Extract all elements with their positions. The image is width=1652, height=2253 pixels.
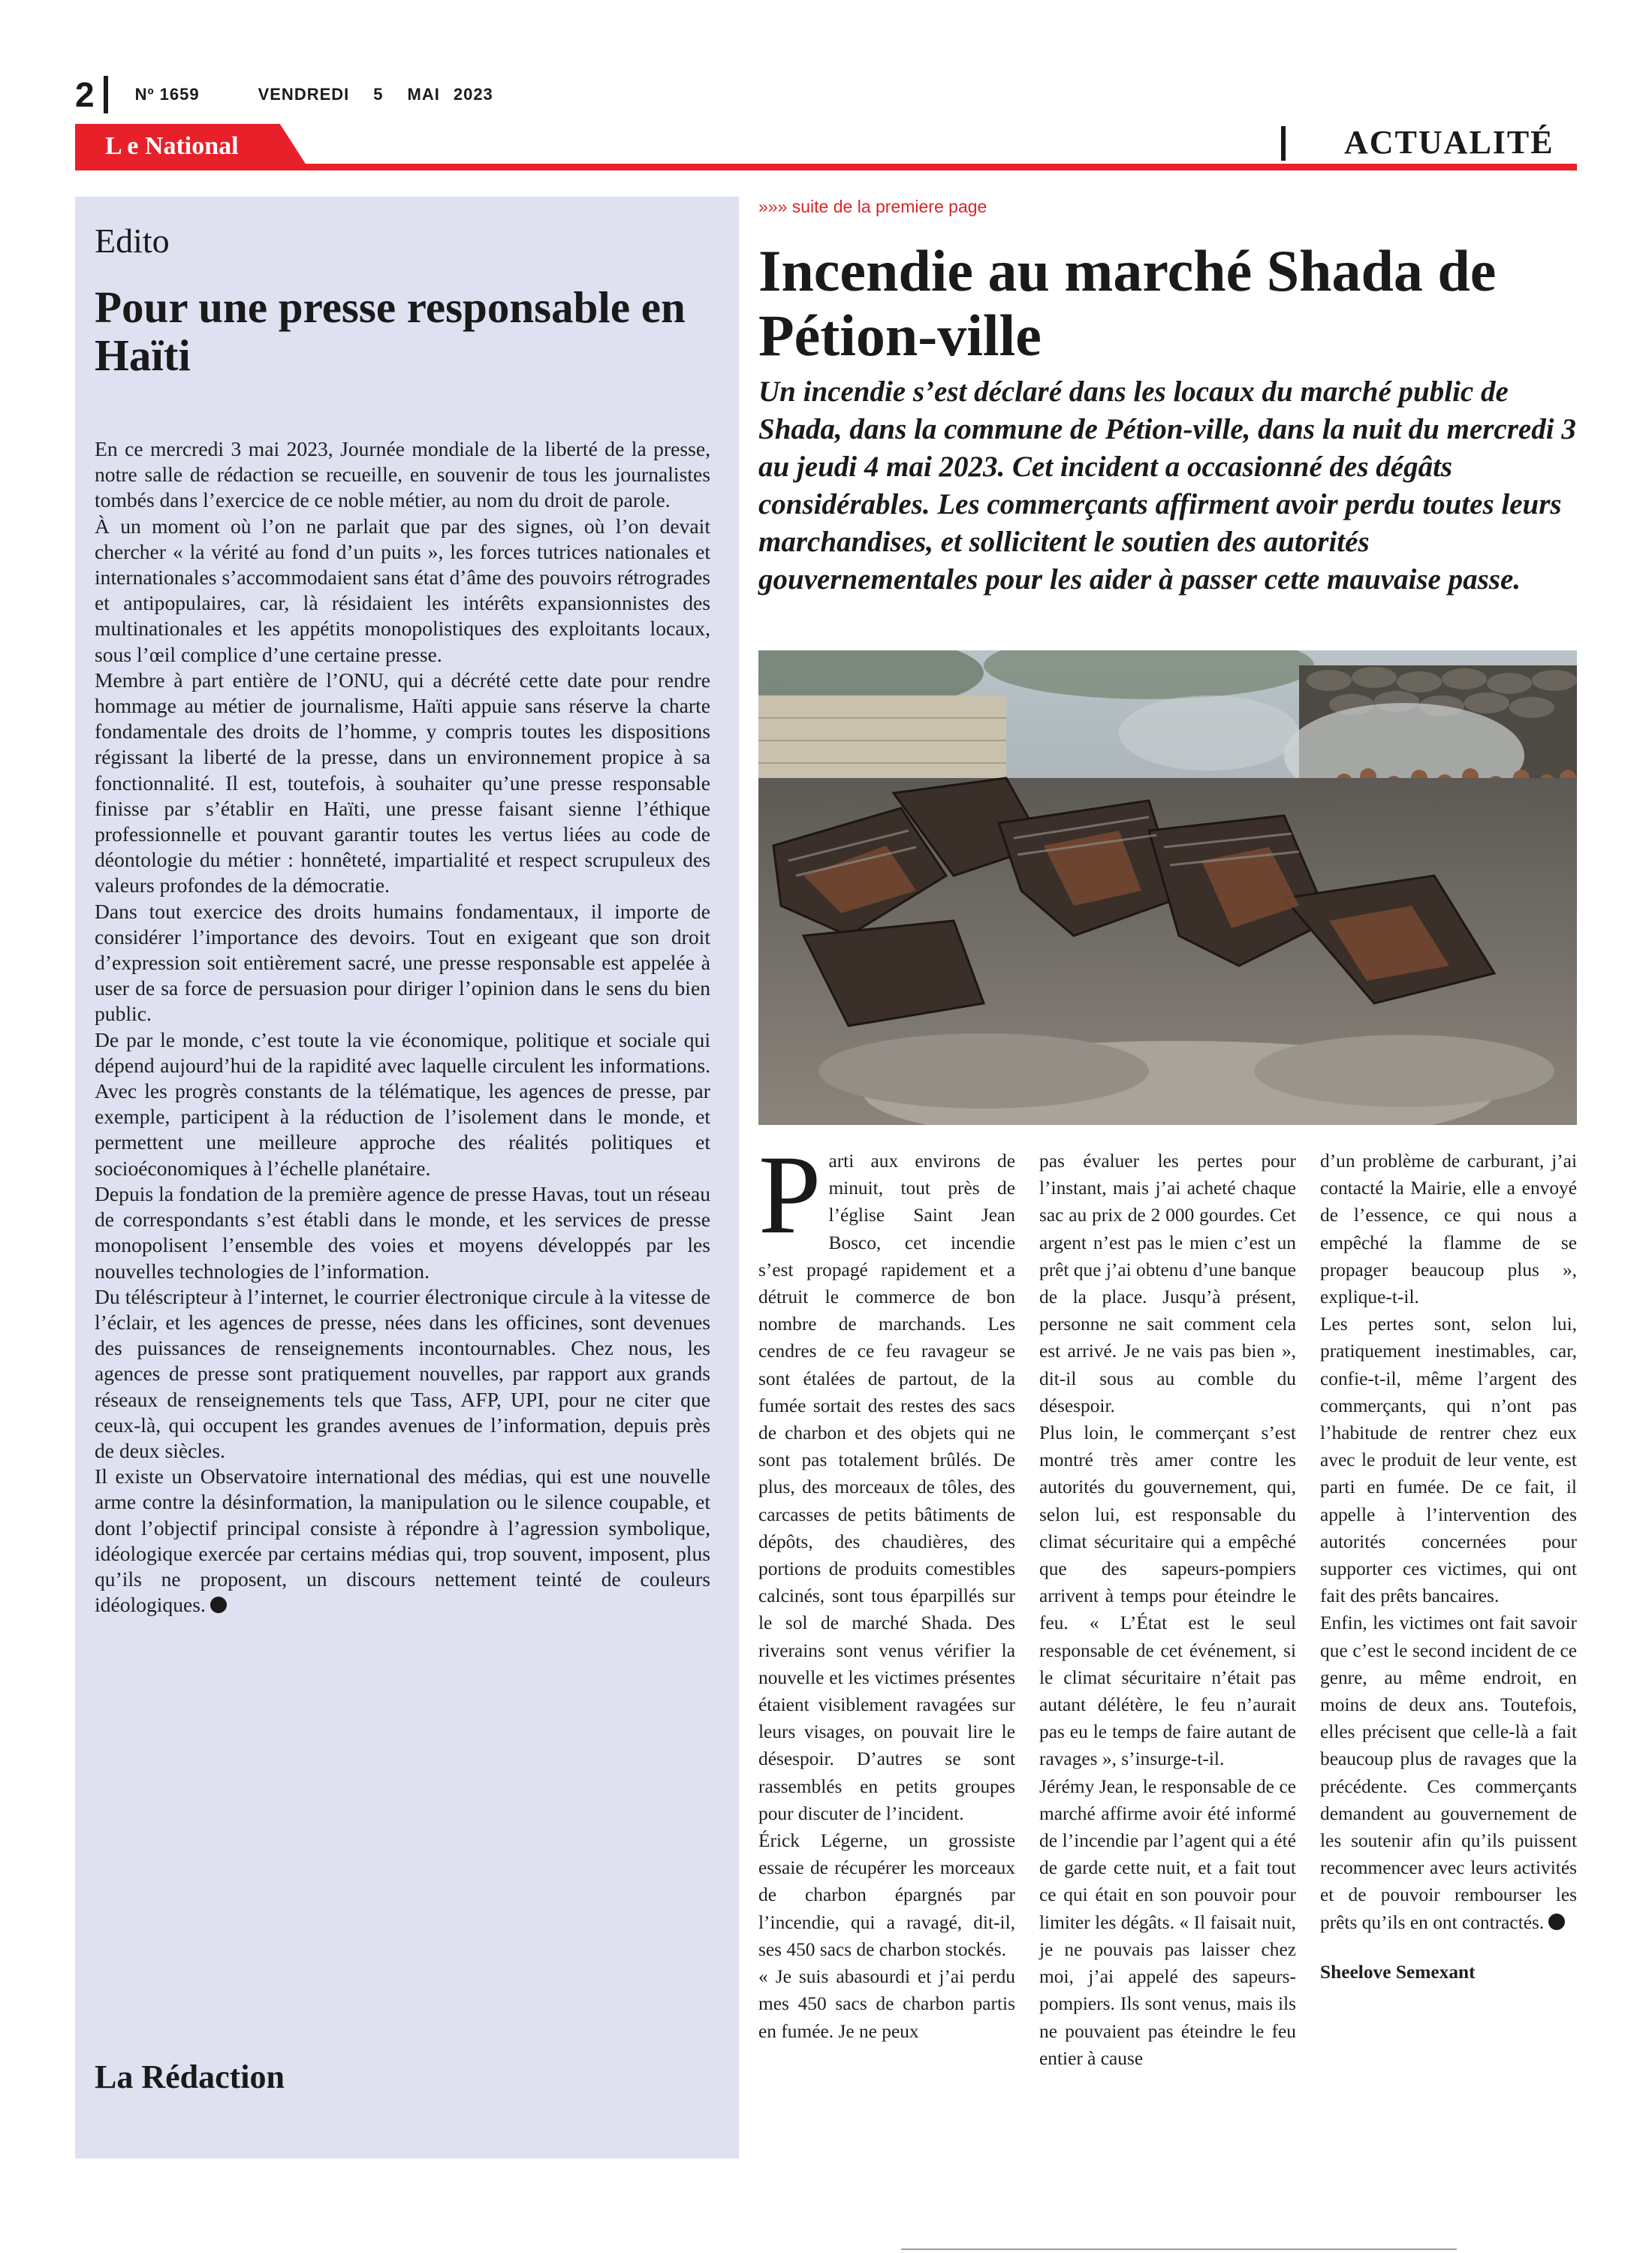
issue-weekday: VENDREDI xyxy=(258,85,350,104)
edito-paragraph: Depuis la fondation de la première agence de presse Havas, tout un réseau de correspondants s’est établi dans le monde, et les services de presse monopolisent l’ensemble des voies et moyens développés par les nouvelles technologies de l’information. xyxy=(95,1181,710,1283)
article-title: Incendie au marché Shada de Pétion-ville xyxy=(758,238,1497,368)
article-column-2 xyxy=(1039,1148,1296,2072)
edito-title: Pour une presse responsable en Haïti xyxy=(95,282,686,380)
edito-paragraph: Dans tout exercice des droits humains fondamentaux, il importe de considérer l’importance des devoirs. Tout en exigeant que son droit d’expression soit entièrement sacré, une presse responsable est appelée à user de sa force de persuasion pour diriger l’opinion dans le sens du bien public. xyxy=(95,899,710,1026)
page-number-divider xyxy=(104,76,108,113)
continued-from-label: »»» suite de la premiere page xyxy=(758,197,987,216)
issue-number: Nº 1659 xyxy=(134,85,200,104)
article-paragraph-last xyxy=(1320,1609,1577,1935)
edito-box xyxy=(75,197,739,2158)
fire-damage-photo xyxy=(758,650,1577,1125)
article-paragraph: Les pertes sont, selon lui, pratiquement inestimables, car, confie-t-il, même l’argent des commerçants, qui n’ont pas l’habitude de rentrer chez eux avec le produit de leur vente, est parti en fumée. De ce fait, il appelle à l’intervention des autorités concernées pour supporter ces victimes, qui ont fait des prêts bancaires. xyxy=(1320,1313,1577,1607)
edito-paragraph: Du téléscripteur à l’internet, le courrier électronique circule à la vitesse de l’éclair, et les agences de presse, nées dans les officines, sont devenues des puissances de renseignements incontournables. Chez nous, les agences de presse sont pratiquement nouvelles, par rapport aux grands réseaux de renseignements tels que Tass, AFP, UPI, pour ne citer que ceux-là, qui occupent les grandes avenues de l’information, depuis près de deux siècles. xyxy=(95,1284,710,1462)
page-number: 2 xyxy=(75,75,95,114)
edito-paragraph: À un moment où l’on ne parlait que par des signes, où l’on devait chercher « la vérité au fond d’un puits », les forces tutrices nationales et internationales s’accommodaient sans état d’âme des pouvoirs rétrogrades et antipopulaires, car, là résidaient les intérêts expansionnistes des multinationales et les appétits monopolistiques des exploitants locaux, sous l’œil complice d’une certaine presse. xyxy=(95,514,710,666)
edito-paragraph-last xyxy=(95,1464,710,1618)
end-mark-icon xyxy=(1548,1914,1565,1930)
masthead-logo: L e National xyxy=(105,132,239,160)
article-paragraph: « Je suis abasourdi et j’ai perdu mes 450 sacs de charbon partis en fumée. Je ne peux xyxy=(758,1966,1015,2042)
issue-month: MAI xyxy=(407,85,440,104)
edito-paragraph: Membre à part entière de l’ONU, qui a décrété cette date pour rendre hommage au métier de journalisme, Haïti appuie sans réserve la charte fondamentale des droits de l’homme, y compris toutes les dispositions régissant la liberté de la presse, dans un environnement propice à sa fonctionnalité. Il est, toutefois, à souhaiter qu’une presse responsable finisse par s’établir en Haïti, une presse faisant sienne l’éthique professionnelle et pouvant garantir toutes les vertus liées au code de déontologie du métier : honnêteté, impartialité et respect scrupuleux des valeurs profondes de la démocratie. xyxy=(95,668,710,897)
article-paragraph: pas évaluer les pertes pour l’instant, mais j’ai acheté chaque sac au prix de 2 000 gourdes. Cet argent n’est pas le mien c’est un prêt que j’ai obtenu d’une banque de la place. Jusqu’à présent, personne ne sait comment cela est arrivé. Je ne vais pas bien », dit-il sous au comble du désespoir. xyxy=(1039,1151,1296,1416)
article-paragraph: Plus loin, le commerçant s’est montré très amer contre les autorités du gouvernement, qui, selon lui, est responsable du climat sécuritaire qui a empêché que des sapeurs-pompiers arrivent à temps pour éteindre le feu. « L’État est le seul responsable de cet événement, si le climat sécuritaire n’était pas autant délétère, le feu n’aurait pas eu le temps de faire autant de ravages », s’insurge-t-il. xyxy=(1039,1422,1296,1770)
edito-body xyxy=(95,436,710,1618)
edito-kicker: Edito xyxy=(95,222,170,260)
section-label: ACTUALITÉ xyxy=(1344,124,1554,161)
edito-paragraph: De par le monde, c’est toute la vie économique, politique et sociale qui dépend aujourd’hui de la rapidité avec laquelle circulent les informations. Avec les progrès constants de la télématique, les agences de presse, par exemple, participent à la réduction de l’isolement dans le monde, et permettent une meilleure approche des réalités politiques et socioéconomiques à l’échelle planétaire. xyxy=(95,1027,710,1180)
article-lede: Un incendie s’est déclaré dans les locaux du marché public de Shada, dans la commune de Pétion-ville, dans la nuit du mercredi 3 au jeudi 4 mai 2023. Cet incident a occasionné des dégâts considérables. Les commerçants affirment avoir perdu toutes leurs marchandises, et sollicitent le soutien des autorités gouvernementales pour les aider à passer cette mauvaise passe. xyxy=(758,376,1576,596)
edito-paragraph-text: Il existe un Observatoire international des médias, qui est une nouvelle arme contre la désinformation, la manipulation ou le silence coupable, et dont l’objectif principal consiste à répondre à l’agression symbolique, idéologique exercée par certains médias qui, trop souvent, imposent, plus qu’ils ne proposent, un discours nettement teinté de couleurs idéologiques. xyxy=(95,1464,710,1617)
edito-signature: La Rédaction xyxy=(95,2058,285,2095)
edito-paragraph: En ce mercredi 3 mai 2023, Journée mondiale de la liberté de la presse, notre salle de rédaction se recueille, en souvenir de tous les journalistes tombés dans l’exercice de ce noble métier, au nom du droit de parole. xyxy=(95,437,710,512)
article-paragraph: d’un problème de carburant, j’ai contacté la Mairie, elle a envoyé de l’essence, ce qui nous a empêché la flamme de se propager beaucoup plus », explique-t-il. xyxy=(1320,1151,1577,1308)
issue-day: 5 xyxy=(373,85,384,104)
footer-rule xyxy=(901,2248,1457,2250)
page-header xyxy=(75,72,493,117)
article-paragraph-text: Enfin, les victimes ont fait savoir que c’est le second incident de ce genre, au même endroit, en moins de deux ans. Toutefois, elles précisent que celle-là a fait beaucoup plus de ravages que la précédente. Ces commerçants demandent au gouvernement de les soutenir afin qu’ils puissent recommencer avec leurs activités et de pouvoir rembourser les prêts qu’ils en ont contractés. xyxy=(1320,1612,1577,1933)
article-byline: Sheelove Semexant xyxy=(1320,1961,1476,1983)
article-column-3 xyxy=(1320,1148,1577,1986)
article-column-1 xyxy=(758,1133,1015,2045)
article-paragraph: Érick Légerne, un grossiste essaie de récupérer les morceaux de charbon épargnés par l’incendie, qui a ravagé, dit-il, ses 450 sacs de charbon stockés. xyxy=(758,1830,1015,1960)
article-paragraph: Jérémy Jean, le responsable de ce marché affirme avoir été informé de l’incendie par l’agent qui a été de garde cette nuit, et a fait tout ce qui était en son pouvoir pour limiter les dégâts. « Il faisait nuit, je ne pouvais pas laisser chez moi, j’ai appelé des sapeurs-pompiers. Ils sont venus, mais ils ne pouvaient pas éteindre le feu entier à cause xyxy=(1039,1775,1296,2069)
drop-cap: P xyxy=(758,1133,821,1257)
article-paragraph xyxy=(758,1133,1015,1827)
article-paragraph-text: arti aux environs de minuit, tout près de l’église Saint Jean Bosco, cet incendie s’est propagé rapidement et a détruit le commerce de bon nombre de marchands. Les cendres de ce feu ravageur se sont étalées de partout, de la fumée sortait des restes des sacs de charbon et des objets qui ne sont pas totalement brûlés. De plus, des morceaux de tôles, des carcasses de petits bâtiments de dépôts, des chaudières, des portions de produits comestibles calcinés, sont tous éparpillés sur le sol de marché Shada. Des riverains sont venus vérifier la nouvelle et les victimes présentes étaient visiblement ravagées sur leurs visages, on pouvait lire le désespoir. D’autres se sont rassemblés en petits groupes pour discuter de l’incident. xyxy=(758,1151,1015,1824)
section-divider xyxy=(1281,126,1286,161)
end-mark-icon xyxy=(210,1597,227,1613)
issue-year: 2023 xyxy=(453,85,493,104)
fire-damage-photo-illustration xyxy=(758,650,1577,1125)
